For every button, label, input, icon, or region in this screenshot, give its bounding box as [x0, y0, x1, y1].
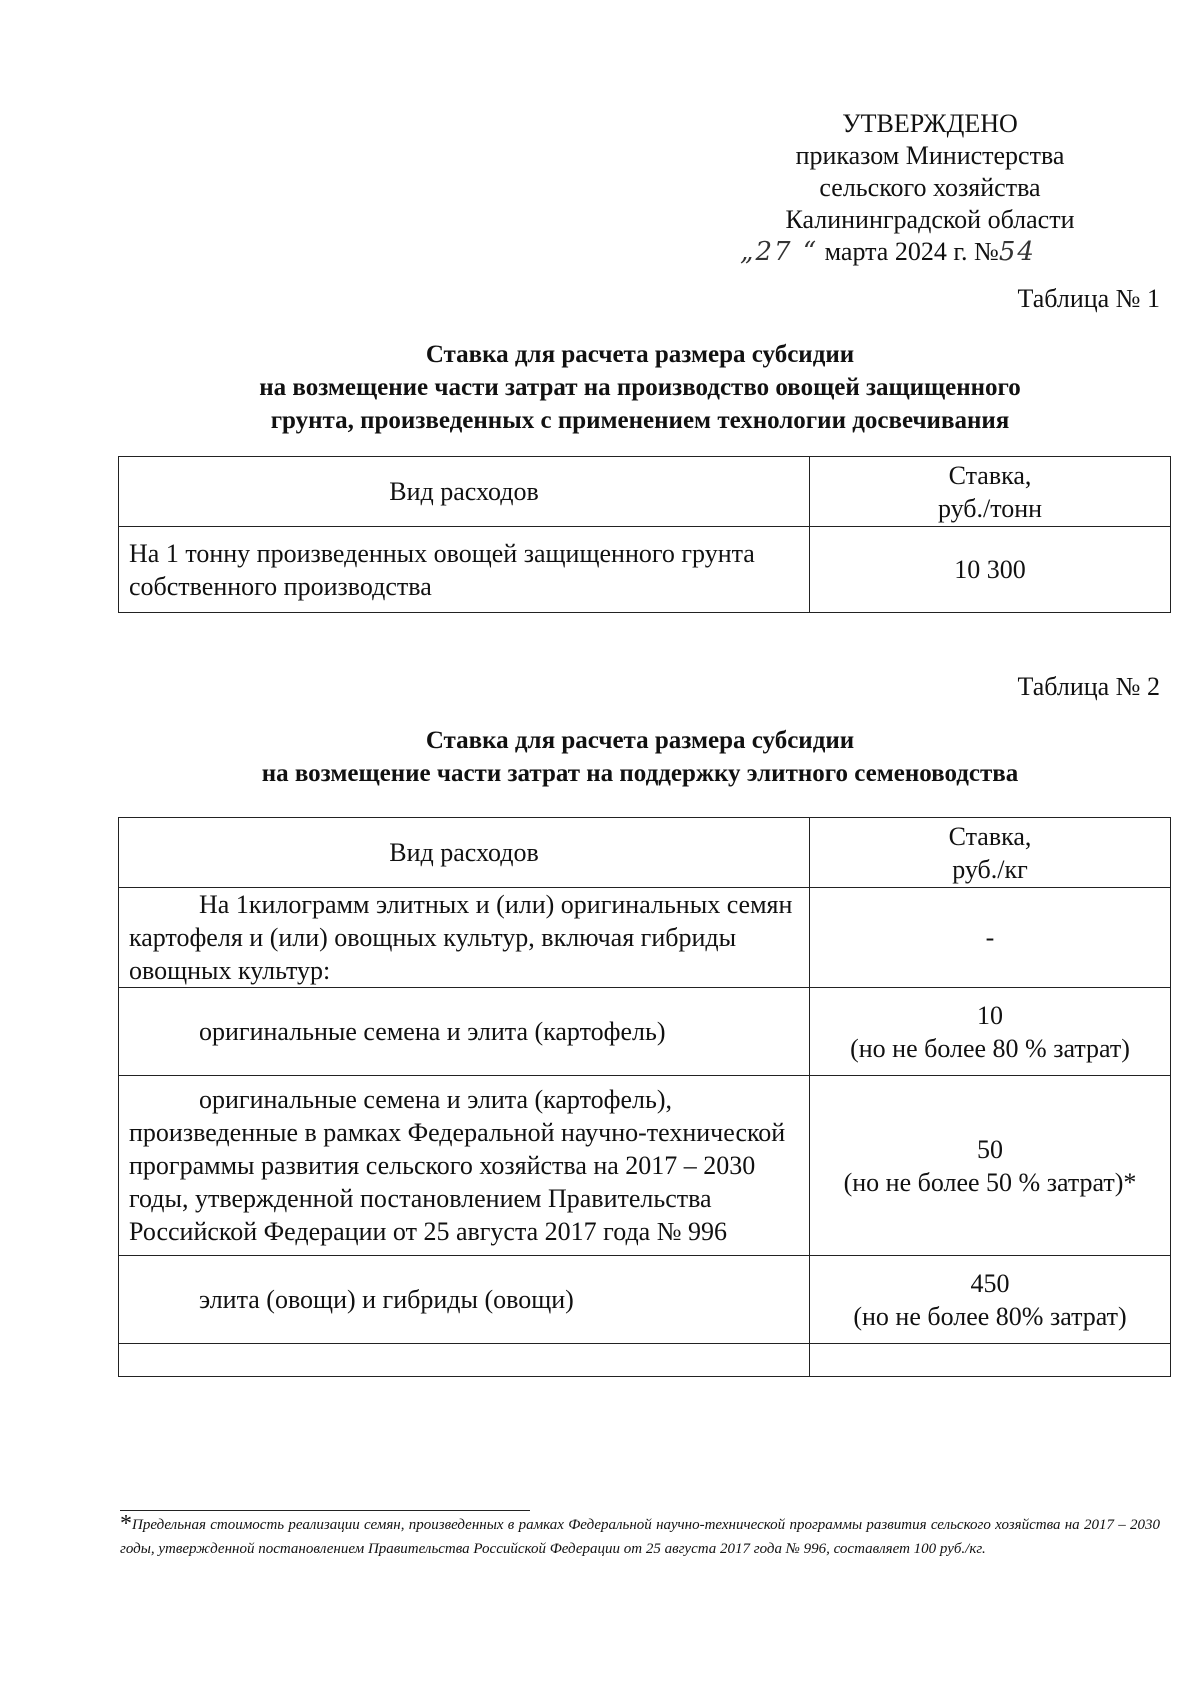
rate-limit: (но не более 80 % затрат): [850, 1033, 1130, 1063]
table-row-empty: [119, 1344, 1171, 1377]
table-header-row: [119, 818, 1171, 888]
approval-line: сельского хозяйства: [819, 173, 1041, 202]
table-1-label: Таблица № 1: [1017, 284, 1160, 313]
rate-limit: (но не более 80% затрат): [853, 1301, 1127, 1331]
rate-value: 50: [977, 1134, 1003, 1164]
footnote-divider: [120, 1510, 530, 1511]
table-1-heading: [120, 338, 1160, 437]
header-cell-expense: Вид расходов: [119, 818, 810, 888]
table-row: [119, 888, 1171, 988]
rate-value: 450: [970, 1268, 1010, 1298]
table-row: [119, 988, 1171, 1076]
heading-line: на возмещение части затрат на производство овощей защищенного: [259, 374, 1021, 401]
header-cell-rate: [810, 818, 1171, 888]
table-header-row: [119, 457, 1171, 527]
header-rate-unit: руб./тонн: [937, 493, 1043, 523]
approval-title: УТВЕРЖДЕНО: [842, 109, 1018, 138]
rate-value: 10: [977, 1000, 1003, 1030]
cell-expense: элита (овощи) и гибриды (овощи): [119, 1256, 810, 1344]
table-row: [119, 527, 1171, 613]
rate-limit: (но не более 50 % затрат)*: [843, 1167, 1137, 1197]
date-text: марта 2024 г. №: [824, 237, 999, 266]
cell-expense: На 1 тонну произведенных овощей защищенного грунта собственного производства: [119, 527, 810, 613]
cell-rate: [810, 1076, 1171, 1256]
cell-rate: -: [810, 888, 1171, 988]
approval-line: приказом Министерства: [795, 141, 1065, 170]
footnote-marker: *: [120, 1511, 132, 1537]
header-rate-title: Ставка,: [948, 460, 1032, 490]
cell-rate: [810, 1344, 1171, 1377]
header-rate-title: Ставка,: [948, 821, 1032, 851]
table-2-heading: [120, 724, 1160, 790]
header-cell-rate: [810, 457, 1171, 527]
cell-rate: [810, 1256, 1171, 1344]
table-2: [118, 817, 1171, 1377]
cell-expense: оригинальные семена и элита (картофель): [119, 988, 810, 1076]
footnote-text: Предельная стоимость реализации семян, произведенных в рамках Федеральной научно-технической программы развития сельского хозяйства на 2017 – 2030 годы, утвержденной постановлением Правительства Российской Федерации от 25 августа 2017 года № 996, составляет 100 руб./кг.: [120, 1517, 1160, 1557]
header-rate-unit: руб./кг: [952, 854, 1028, 884]
approval-block: [760, 108, 1100, 236]
cell-expense: оригинальные семена и элита (картофель), произведенные в рамках Федеральной научно-технической программы развития сельского хозяйства на 2017 – 2030 годы, утвержденной постановлением Правительства Российской Федерации от 25 августа 2017 года № 996: [119, 1076, 810, 1256]
cell-expense: [119, 1344, 810, 1377]
heading-line: Ставка для расчета размера субсидии: [425, 341, 855, 368]
handwritten-order-number: 54: [998, 237, 1036, 267]
heading-line: Ставка для расчета размера субсидии: [425, 727, 855, 754]
table-1: [118, 456, 1171, 613]
approval-line: Калининградской области: [785, 205, 1075, 234]
handwritten-day: „27 “: [740, 237, 819, 267]
approval-date-line: [740, 236, 1036, 268]
table-2-label: Таблица № 2: [1017, 672, 1160, 701]
table-row: [119, 1256, 1171, 1344]
cell-expense: На 1килограмм элитных и (или) оригинальных семян картофеля и (или) овощных культур, включая гибриды овощных культур:: [119, 888, 810, 988]
cell-rate: [810, 988, 1171, 1076]
cell-rate: 10 300: [810, 527, 1171, 613]
heading-line: грунта, произведенных с применением технологии досвечивания: [270, 407, 1010, 434]
footnote: [120, 1512, 1160, 1561]
heading-line: на возмещение части затрат на поддержку элитного семеноводства: [261, 760, 1019, 787]
table-row: [119, 1076, 1171, 1256]
header-cell-expense: Вид расходов: [119, 457, 810, 527]
